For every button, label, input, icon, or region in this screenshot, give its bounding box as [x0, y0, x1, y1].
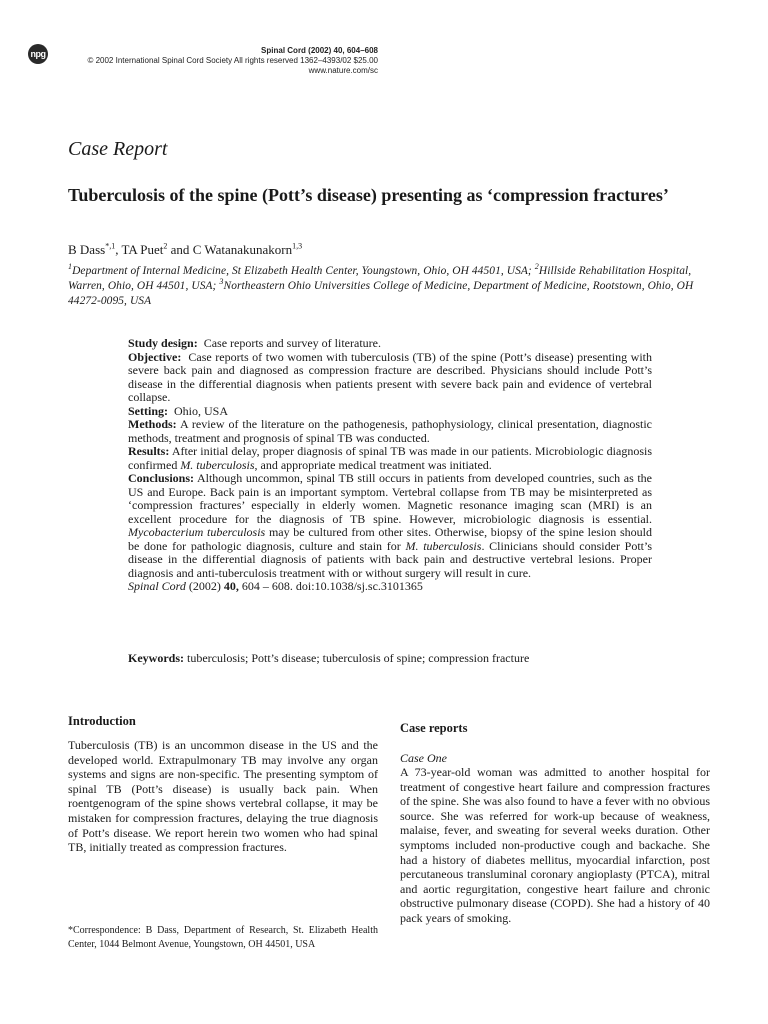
article-type-label: Case Report — [68, 138, 168, 160]
abstract-setting — [128, 405, 652, 419]
citation-text: (2002) — [185, 579, 224, 593]
abstract-label: Conclusions: — [128, 471, 195, 485]
keywords — [128, 651, 688, 666]
case-one-text: A 73-year-old woman was admitted to another hospital for treatment of congestive heart failure and compression fractures of the spine. She was also found to have a fever with no obvious source. She was referred for work-up because of weakness, malaise, fever, and sweating for several weeks duration. Other symptoms included non-productive cough and backache. She had a history of diabetes mellitus, myocardial infarction, post percutaneous transluminal coronary angioplasty (PTCA), mitral and aortic regurgitation, congestive heart failure and chronic obstructive pulmonary disease (COPD). She had a history of 40 pack years of smoking. — [400, 765, 710, 925]
author-affiliation-marker: 2 — [163, 241, 168, 251]
author-name: C Watanakunakorn — [192, 242, 293, 257]
correspondence-footnote: *Correspondence: B Dass, Department of Research, St. Elizabeth Health Center, 1044 Belmont Avenue, Youngstown, OH 44501, USA — [68, 925, 378, 950]
abstract-objective — [128, 351, 652, 405]
abstract-citation — [128, 580, 652, 594]
journal-citation-line: Spinal Cord (2002) 40, 604–608 — [261, 46, 378, 55]
abstract-label: Study design: — [128, 336, 198, 350]
abstract-label: Results: — [128, 444, 170, 458]
author-name: B Dass — [68, 242, 106, 257]
author-list: B Dass$^{*,1}$, TA Puet$^2$ and C Watanakunakorn$^{1,3}$ — [68, 241, 303, 257]
affiliation-marker: 1 — [68, 262, 73, 272]
citation-volume: 40, — [223, 579, 239, 593]
citation-pages-doi[interactable]: 604 – 608. doi:10.1038/sj.sc.3101365 — [238, 579, 423, 593]
introduction-heading: Introduction — [68, 714, 136, 728]
affiliation-marker: 2 — [534, 262, 539, 272]
abstract-text: . Clinicians should consider Pott’s disease in the differential diagnosis of patients with back pain and destructive vertebral lesions. Proper diagnosis and anti-tuberculosis treatment with or without surgery will result in cure. — [128, 538, 653, 580]
citation-journal: Spinal Cord — [128, 579, 186, 593]
abstract-study-design — [128, 337, 652, 351]
abstract-italic-text: M. tuberculosis — [180, 457, 255, 472]
case-reports-heading: Case reports — [400, 721, 468, 735]
abstract-text: , and appropriate medical treatment was initiated. — [254, 457, 492, 472]
abstract-text: Ohio, USA — [174, 403, 229, 418]
affiliations — [68, 264, 708, 309]
abstract — [128, 337, 652, 594]
abstract-label: Setting: — [128, 403, 168, 418]
abstract-conclusions — [128, 472, 652, 580]
affiliation-text: Department of Internal Medicine, St Elizabeth Health Center, Youngstown, Ohio, OH 44501, USA; — [72, 265, 535, 277]
case-one-subheading: Case One — [400, 751, 447, 765]
abstract-text: Case reports of two women with tuberculosis (TB) of the spine (Pott’s disease) presenting with severe back pain and diagnosed as compression fracture are described. Physicians should include Pott’s disease in the differential diagnosis when patients present with severe back pain and evidence of vertebral collapse. — [128, 349, 653, 404]
author-name: TA Puet — [121, 242, 164, 257]
abstract-text: After initial delay, proper diagnosis of spinal TB was made in our patients. Microbiologic diagnosis confirmed — [128, 444, 652, 472]
article-title: Tuberculosis of the spine (Pott’s disease) presenting as ‘compression fractures’ — [68, 185, 669, 205]
abstract-methods — [128, 418, 652, 445]
author-affiliation-marker: 1,3 — [292, 241, 303, 251]
abstract-italic-text: M. tuberculosis — [405, 538, 482, 553]
abstract-text: A review of the literature on the pathogenesis, pathophysiology, clinical presentation, diagnostic methods, treatment and prognosis of spinal TB was conducted. — [128, 417, 653, 445]
affiliation-text: Northeastern Ohio Universities College of Medicine, Department of Medicine, Rootstown, Ohio, OH 44272-0095, USA — [68, 280, 694, 307]
author-affiliation-marker: *,1 — [105, 241, 116, 251]
abstract-text: Case reports and survey of literature. — [203, 336, 381, 350]
affiliation-marker: 3 — [219, 277, 224, 287]
keywords-label: Keywords: — [128, 651, 184, 665]
abstract-text: may be cultured from other sites. Otherwise, biopsy of the spine lesion should be done for pathologic diagnosis, culture and stain for — [128, 525, 652, 553]
keywords-text: tuberculosis; Pott’s disease; tuberculosis of spine; compression fracture — [187, 651, 530, 665]
publisher-logo: npg — [28, 44, 48, 64]
journal-header — [78, 46, 378, 76]
abstract-results — [128, 445, 652, 472]
abstract-label: Objective: — [128, 349, 182, 364]
journal-url[interactable]: www.nature.com/sc — [308, 66, 378, 75]
affiliation-text: Hillside Rehabilitation Hospital, Warren, Ohio, OH 44501, USA; — [68, 265, 692, 292]
copyright-line: © 2002 International Spinal Cord Society All rights reserved 1362–4393/02 $25.00 — [87, 56, 378, 65]
abstract-text: Although uncommon, spinal TB still occurs in patients from developed countries, such as the US and Europe. Back pain is an important symptom. Vertebral collapse from TB may be misinterpreted as ‘compression fractures’ especially in elderly women. Magnetic resonance imaging scan (MRI) is an excellent procedure for the diagnosis of TB spine. However, microbiologic diagnosis is essential. — [128, 471, 652, 526]
abstract-label: Methods: — [128, 417, 177, 431]
abstract-italic-text: Mycobacterium tuberculosis — [128, 525, 266, 539]
introduction-text: Tuberculosis (TB) is an uncommon disease in the US and the developed world. Extrapulmonary TB may involve any organ systems and signs are non-specific. The presenting symptom of spinal TB (Pott’s disease) is usually back pain. When roentgenogram of the spine shows vertebral collapse, it may be mistaken for compression fractures, delaying the true diagnosis of Pott’s disease. We report herein two women who had spinal TB, initially treated as compression fractures. — [68, 738, 378, 855]
